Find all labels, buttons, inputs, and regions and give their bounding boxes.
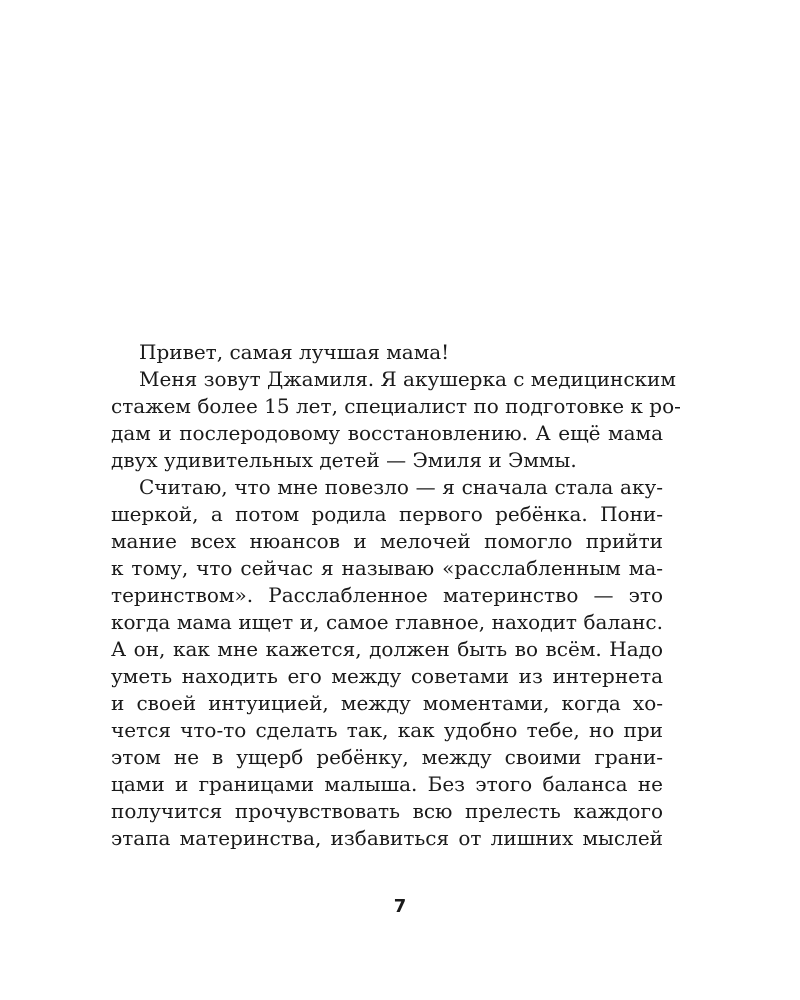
text-line: этапа материнства, избавиться от лишних мыслей bbox=[111, 826, 663, 850]
text-line: к тому, что сейчас я называю «расслабленным ма- bbox=[111, 556, 663, 580]
text-line: А он, как мне кажется, должен быть во всём. Надо bbox=[111, 637, 663, 661]
text-line: мание всех нюансов и мелочей помогло прийти bbox=[111, 529, 663, 553]
text-line: уметь находить его между советами из интернета bbox=[111, 664, 663, 688]
text-line: шеркой, а потом родила первого ребёнка. Пони- bbox=[111, 502, 663, 526]
text-line: теринством». Расслабленное материнство — это bbox=[111, 583, 663, 607]
text-line: Считаю, что мне повезло — я сначала стала аку- bbox=[139, 475, 663, 499]
text-line: когда мама ищет и, самое главное, находит баланс. bbox=[111, 610, 663, 634]
text-line: получится прочувствовать всю прелесть каждого bbox=[111, 799, 663, 823]
text-line: и своей интуицией, между моментами, когда хо- bbox=[111, 691, 663, 715]
page-number: 7 bbox=[393, 896, 407, 917]
text-line: чется что-то сделать так, как удобно тебе, но при bbox=[111, 718, 663, 742]
text-line: цами и границами малыша. Без этого баланса не bbox=[111, 772, 663, 796]
text-line: стажем более 15 лет, специалист по подготовке к ро- bbox=[111, 394, 681, 418]
paragraph-end-line: двух удивительных детей — Эмиля и Эммы. bbox=[111, 448, 577, 472]
text-line: Меня зовут Джамиля. Я акушерка с медицинским bbox=[139, 367, 676, 391]
body-text bbox=[111, 339, 681, 852]
greeting-line: Привет, самая лучшая мама! bbox=[139, 340, 450, 364]
text-line: этом не в ущерб ребёнку, между своими грани- bbox=[111, 745, 663, 769]
text-line: дам и послеродовому восстановлению. А ещё мама bbox=[111, 421, 663, 445]
